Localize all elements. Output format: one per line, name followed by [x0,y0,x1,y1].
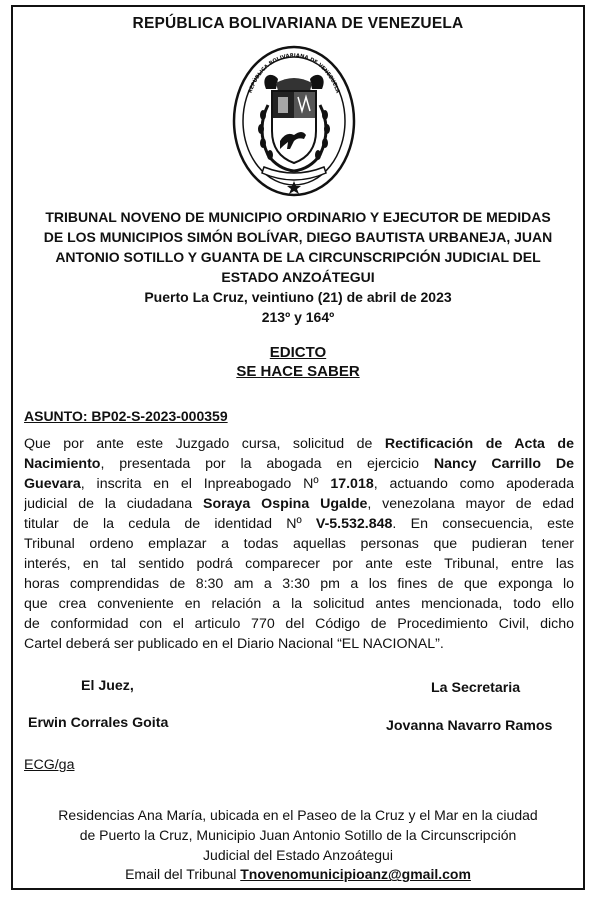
body-text: , venezolana mayor de edad [367,496,574,512]
court-line: DE LOS MUNICIPIOS SIMÓN BOLÍVAR, DIEGO BAUTISTA URBANEJA, JUAN [43,229,553,245]
address-line: Judicial del Estado Anzoátegui [203,846,393,863]
coat-of-arms-seal [232,45,356,197]
body-text: . En consecuencia, este [392,516,574,532]
body-line: de conformidad con el articulo 770 del Código de Procedimiento Civil, dicho [24,616,574,632]
body-line: que crea conveniente en relación a la solicitud antes mencionada, todo ello [24,596,574,612]
body-bold-text: V-5.532.848 [315,516,393,532]
court-line: ANTONIO SOTILLO Y GUANTA DE LA CIRCUNSCRIPCIÓN JUDICIAL DEL [55,249,541,265]
place-date: Puerto La Cruz, veintiuno (21) de abril de 2023 [144,289,452,305]
address-line: Residencias Ana María, ubicada en el Paseo de la Cruz y el Mar en la ciudad [58,807,538,823]
edict-subtitle: SE HACE SABER [236,363,360,380]
edict-title: EDICTO [269,344,327,361]
body-bold-text: Soraya Ospina Ugalde [203,496,368,512]
edict-body [24,435,574,655]
secretary-name: Jovanna Navarro Ramos [386,718,553,734]
court-heading [21,207,575,327]
body-line [24,435,574,455]
seal-ring-text: REPÚBLICA BOLIVARIANA DE VENEZUELA [247,52,341,95]
body-line: interés, en tal sentido podrá comparecer por ante este Tribunal, entre las [24,556,574,572]
body-text: judicial de la ciudadana [24,496,203,512]
court-line: TRIBUNAL NOVENO DE MUNICIPIO ORDINARIO Y EJECUTOR DE MEDIDAS [45,209,551,225]
body-line [24,515,574,535]
years: 213º y 164º [261,309,335,325]
body-line: horas comprendidas de 8:30 am a 3:30 pm a los fines de que exponga lo [24,576,574,592]
initials: ECG/ga [24,757,75,773]
case-subject: ASUNTO: BP02-S-2023-000359 [24,408,228,424]
body-text: Que por ante este Juzgado cursa, solicitud de [24,436,385,452]
email-line [13,865,583,885]
body-text: , presentada por la abogada en ejercicio [100,456,434,472]
edict-frame [11,5,585,890]
body-bold-text: Nancy Carrillo De [433,456,574,472]
body-line [24,455,574,475]
body-bold-text: Rectificación de Acta de [384,436,574,452]
body-line [24,495,574,515]
body-line: Cartel deberá ser publicado en el Diario Nacional “EL NACIONAL”. [24,636,444,652]
judge-title: El Juez, [81,678,134,694]
body-bold-text: 17.018 [330,476,374,492]
body-text: , inscrita en el Inpreabogado Nº [80,476,331,492]
email-label: Email del Tribunal [125,866,241,883]
body-line: Tribunal ordeno emplazar a todas aquellas personas que pudieran tener [24,536,574,552]
country-heading: REPÚBLICA BOLIVARIANA DE VENEZUELA [132,15,464,32]
court-address-footer [13,806,583,885]
secretary-title: La Secretaria [431,680,521,696]
address-line: de Puerto la Cruz, Municipio Juan Antonio Sotillo de la Circunscripción [79,826,517,843]
court-email-link[interactable]: Tnovenomunicipioanz@gmail.com [240,866,471,883]
court-line: ESTADO ANZOÁTEGUI [221,269,375,285]
judge-name: Erwin Corrales Goita [28,715,169,731]
body-bold-text: Nacimiento [24,456,101,472]
body-line [24,475,574,495]
body-bold-text: Guevara [24,476,81,492]
body-text: , actuando como apoderada [373,476,574,492]
edict-title-block [13,343,583,381]
body-text: titular de la cedula de identidad Nº [24,516,316,532]
